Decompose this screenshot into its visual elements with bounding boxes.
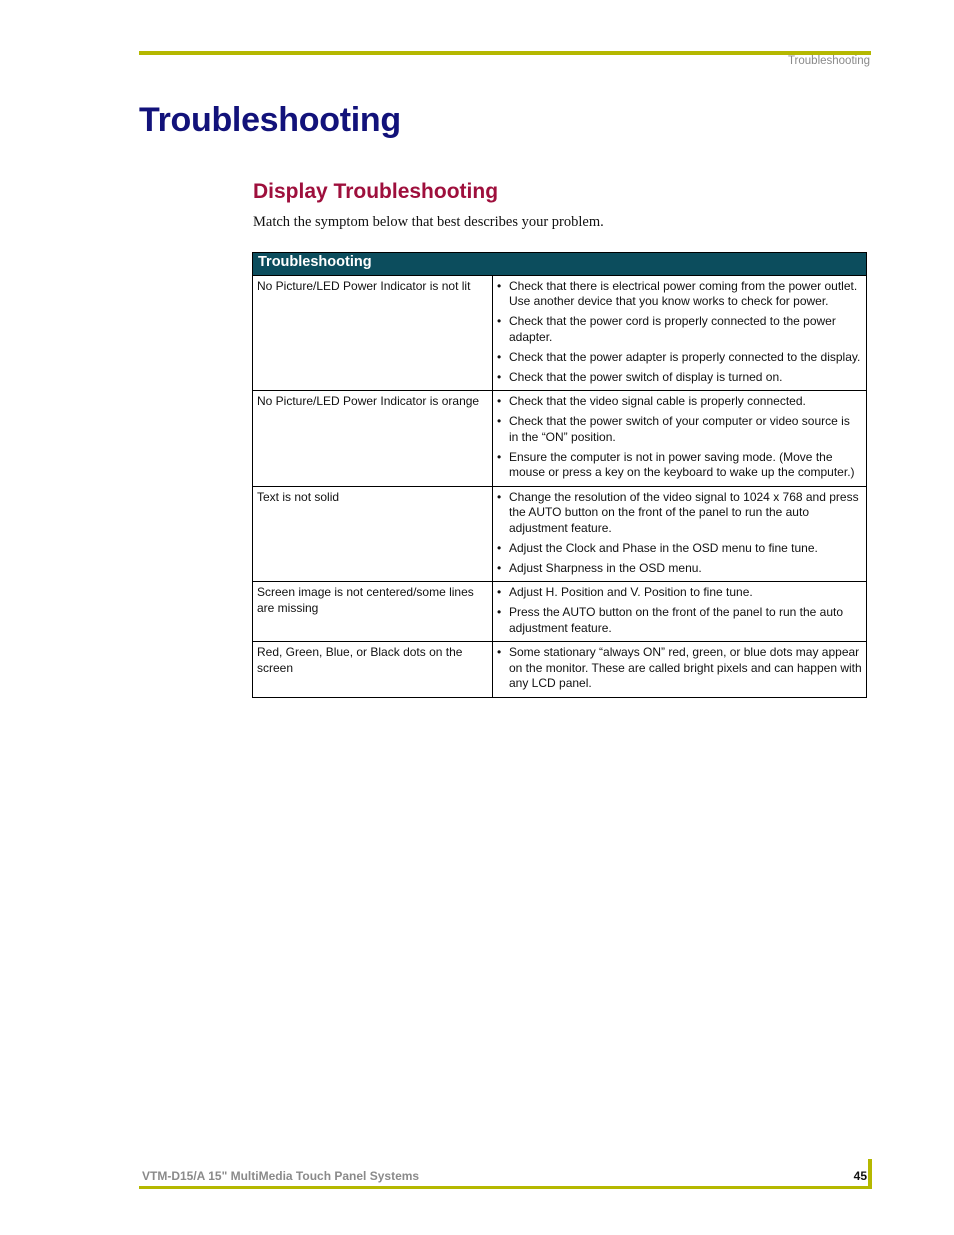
symptom-cell: No Picture/LED Power Indicator is orange	[253, 391, 493, 487]
solution-item: • Check that the power switch of your computer or video source is in the “ON” position.	[497, 414, 850, 444]
page-title: Troubleshooting	[139, 101, 401, 139]
bullet-icon: •	[497, 489, 502, 504]
footer-title: VTM-D15/A 15" MultiMedia Touch Panel Systems	[142, 1169, 420, 1183]
bullet-icon: •	[497, 605, 502, 619]
bullet-icon: •	[497, 449, 502, 464]
solution-item: • Ensure the computer is not in power saving mode. (Move the mouse or press a key on the keyboard to wake up the computer.)	[497, 449, 855, 479]
bullet-icon: •	[497, 314, 502, 328]
bullet-icon: •	[497, 560, 502, 575]
solution-item: • Adjust H. Position and V. Position to fine tune.	[497, 585, 753, 599]
solution-item: • Adjust the Clock and Phase in the OSD menu to fine tune.	[497, 540, 818, 555]
solution-item: • Check that there is electrical power coming from the power outlet. Use another device that you know works to check for power.	[497, 278, 858, 308]
solution-item: • Adjust Sharpness in the OSD menu.	[497, 560, 702, 575]
footer-corner-rule	[868, 1159, 872, 1189]
solution-list	[497, 279, 862, 386]
table-header: Troubleshooting	[253, 253, 867, 276]
solution-cell	[493, 642, 867, 698]
bullet-icon: •	[497, 414, 502, 428]
solution-item: • Check that the video signal cable is properly connected.	[497, 394, 806, 408]
symptom-cell: Screen image is not centered/some lines are missing	[253, 582, 493, 642]
solution-list	[497, 394, 862, 481]
running-head: Troubleshooting	[787, 55, 870, 67]
solution-item: • Change the resolution of the video signal to 1024 x 768 and press the AUTO button on the front of the panel to run the auto adjustment feature.	[497, 489, 859, 535]
solution-item: • Check that the power switch of display is turned on.	[497, 369, 783, 384]
bullet-icon: •	[497, 278, 502, 293]
bullet-icon: •	[497, 349, 502, 364]
bullet-icon: •	[497, 394, 502, 408]
solution-cell	[493, 275, 867, 391]
troubleshooting-table	[252, 252, 867, 698]
table-row	[253, 486, 867, 582]
symptom-cell: Text is not solid	[253, 486, 493, 582]
footer-rule	[139, 1186, 871, 1189]
table-row	[253, 642, 867, 698]
table-row	[253, 275, 867, 391]
solution-item: • Some stationary “always ON” red, green, or blue dots may appear on the monitor. These are called bright pixels and can happen with any LCD panel.	[497, 645, 862, 690]
solution-list	[497, 645, 862, 692]
solution-list	[497, 585, 862, 636]
bullet-icon: •	[497, 540, 502, 555]
solution-list	[497, 490, 862, 577]
header-rule	[139, 51, 871, 55]
table-row	[253, 391, 867, 487]
solution-item: • Check that the power cord is properly connected to the power adapter.	[497, 314, 836, 344]
solution-cell	[493, 582, 867, 642]
section-heading: Display Troubleshooting	[253, 180, 499, 203]
solution-item: • Press the AUTO button on the front of the panel to run the auto adjustment feature.	[497, 605, 843, 635]
symptom-cell: No Picture/LED Power Indicator is not lit	[253, 275, 493, 391]
intro-text: Match the symptom below that best describes your problem.	[253, 214, 604, 230]
bullet-icon: •	[497, 369, 502, 384]
solution-cell	[493, 486, 867, 582]
table-header-row	[253, 253, 867, 276]
table-row	[253, 582, 867, 642]
symptom-cell: Red, Green, Blue, or Black dots on the screen	[253, 642, 493, 698]
bullet-icon: •	[497, 585, 502, 599]
solution-cell	[493, 391, 867, 487]
page-number: 45	[853, 1169, 867, 1183]
solution-item: • Check that the power adapter is properly connected to the display.	[497, 349, 861, 364]
bullet-icon: •	[497, 645, 502, 659]
